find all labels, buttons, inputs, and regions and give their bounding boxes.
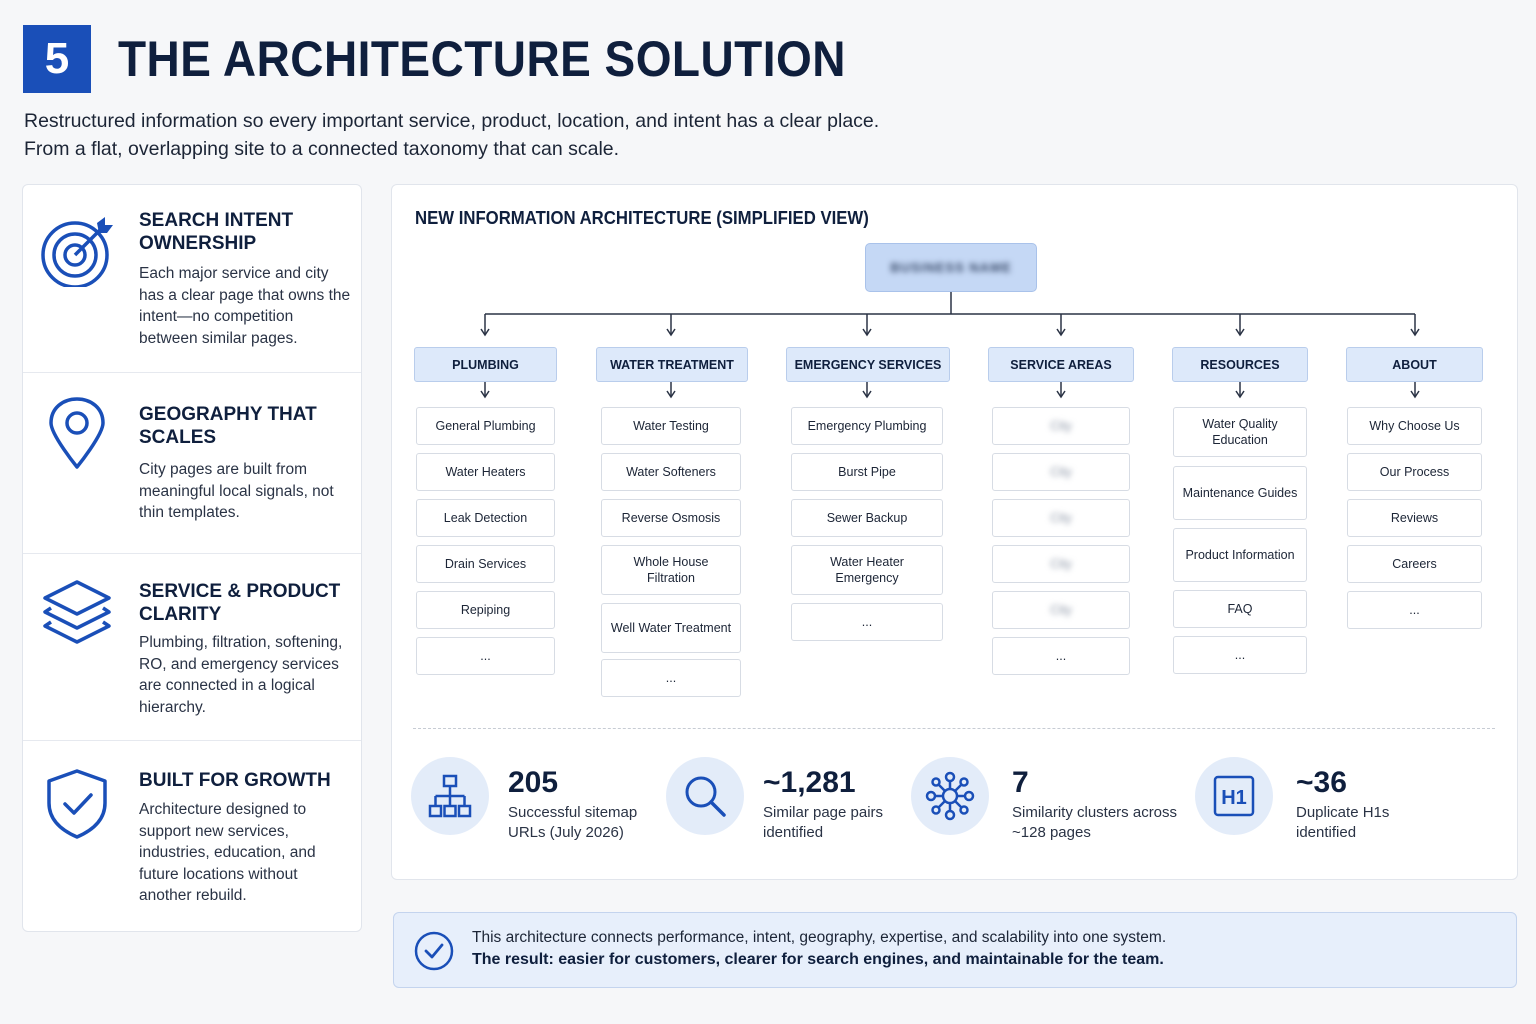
stat-label-line: Similarity clusters across (1012, 804, 1178, 821)
node-city (992, 591, 1130, 629)
node-careers: Careers (1347, 545, 1482, 583)
stat-icon-circle (911, 757, 989, 835)
feature-desc: Architecture designed to support new services, industries, education, and future locations without another rebuild. (139, 801, 316, 904)
stat-label (1296, 803, 1389, 842)
sitemap-icon (427, 773, 473, 819)
node-why-choose-us: Why Choose Us (1347, 407, 1482, 445)
column-header-plumbing: PLUMBING (414, 347, 557, 382)
feature-title: SERVICE & PRODUCT CLARITY (139, 581, 341, 625)
feature-title: BUILT FOR GROWTH (139, 770, 331, 791)
stat-icon-circle (666, 757, 744, 835)
node-more: ... (416, 637, 555, 675)
feature-title: GEOGRAPHY THAT SCALES (139, 404, 317, 448)
search-icon (682, 773, 728, 819)
node-water-heaters: Water Heaters (416, 453, 555, 491)
node-city (992, 407, 1130, 445)
node-drain-services: Drain Services (416, 545, 555, 583)
node-our-process: Our Process (1347, 453, 1482, 491)
node-water-heater-emergency: Water Heater Emergency (791, 545, 943, 595)
root-node-label: BUSINESS NAME (890, 260, 1012, 275)
node-product-information: Product Information (1173, 528, 1307, 582)
stat-value: 205 (508, 766, 559, 799)
stat-icon-circle (1195, 757, 1273, 835)
subtitle-line-2: From a flat, overlapping site to a connected taxonomy that can scale. (24, 138, 620, 160)
summary-line-1: This architecture connects performance, intent, geography, expertise, and scalability into one system. (472, 929, 1167, 946)
column-header-service-areas: SERVICE AREAS (988, 347, 1134, 382)
section-number-badge: 5 (23, 25, 91, 93)
stat-label-line: Duplicate H1s (1296, 804, 1390, 821)
node-faq: FAQ (1173, 590, 1307, 628)
page-title: THE ARCHITECTURE SOLUTION (118, 31, 846, 87)
node-more: ... (1347, 591, 1482, 629)
node-reverse-osmosis: Reverse Osmosis (601, 499, 741, 537)
node-leak-detection: Leak Detection (416, 499, 555, 537)
stat-label-line: ~128 pages (1012, 823, 1091, 841)
node-water-quality-education: Water Quality Education (1173, 407, 1307, 457)
stat-value: ~36 (1296, 766, 1347, 799)
node-city-label: City (1050, 418, 1072, 433)
stat-label (508, 803, 637, 842)
node-repiping: Repiping (416, 591, 555, 629)
node-more: ... (791, 603, 943, 641)
column-header-resources: RESOURCES (1172, 347, 1308, 382)
column-header-water-treatment: WATER TREATMENT (596, 347, 748, 382)
feature-desc: Plumbing, filtration, softening, RO, and emergency services are connected in a logical hierarchy. (139, 634, 343, 716)
node-more: ... (601, 659, 741, 697)
node-sewer-backup: Sewer Backup (791, 499, 943, 537)
feature-desc: Each major service and city has a clear page that owns the intent—no competition between similar pages. (139, 265, 351, 347)
svg-text:H1: H1 (1221, 787, 1247, 809)
node-city (992, 453, 1130, 491)
node-general-plumbing: General Plumbing (416, 407, 555, 445)
cluster-icon (925, 771, 975, 821)
feature-title: SEARCH INTENT OWNERSHIP (139, 210, 294, 254)
node-well-water-treatment: Well Water Treatment (601, 603, 741, 653)
node-city-label: City (1050, 602, 1072, 617)
root-node-business-name (865, 243, 1037, 292)
stat-label-line: URLs (July 2026) (508, 823, 624, 841)
dashed-divider (413, 728, 1495, 729)
stat-label-line: identified (763, 823, 824, 841)
node-city-label: City (1050, 510, 1072, 525)
node-reviews: Reviews (1347, 499, 1482, 537)
column-header-about: ABOUT (1346, 347, 1483, 382)
check-circle-icon (413, 930, 455, 972)
node-whole-house-filtration: Whole House Filtration (601, 545, 741, 595)
node-city-label: City (1050, 556, 1072, 571)
architecture-title: NEW INFORMATION ARCHITECTURE (SIMPLIFIED VIEW) (415, 208, 869, 228)
stat-icon-circle (411, 757, 489, 835)
stat-value: ~1,281 (763, 766, 856, 799)
node-water-testing: Water Testing (601, 407, 741, 445)
node-water-softeners: Water Softeners (601, 453, 741, 491)
node-more: ... (992, 637, 1130, 675)
node-emergency-plumbing: Emergency Plumbing (791, 407, 943, 445)
stat-label-line: identified (1296, 823, 1357, 841)
stat-value: 7 (1012, 766, 1029, 799)
node-city-label: City (1050, 464, 1072, 479)
stat-label (763, 803, 883, 842)
feature-desc: City pages are built from meaningful local signals, not thin templates. (139, 461, 334, 521)
node-more: ... (1173, 636, 1307, 674)
subtitle-line-1: Restructured information so every important service, product, location, and intent has a clear place. (24, 110, 880, 132)
column-header-emergency-services: EMERGENCY SERVICES (786, 347, 950, 382)
stat-label (1012, 803, 1177, 842)
node-city (992, 499, 1130, 537)
stat-label-line: Successful sitemap (508, 804, 638, 821)
node-maintenance-guides: Maintenance Guides (1173, 466, 1307, 520)
summary-line-2: The result: easier for customers, clearer for search engines, and maintainable for the team. (472, 951, 1164, 968)
h1-icon (1212, 774, 1256, 818)
stat-label-line: Similar page pairs (763, 804, 884, 821)
node-burst-pipe: Burst Pipe (791, 453, 943, 491)
summary-banner (393, 912, 1517, 988)
node-city (992, 545, 1130, 583)
